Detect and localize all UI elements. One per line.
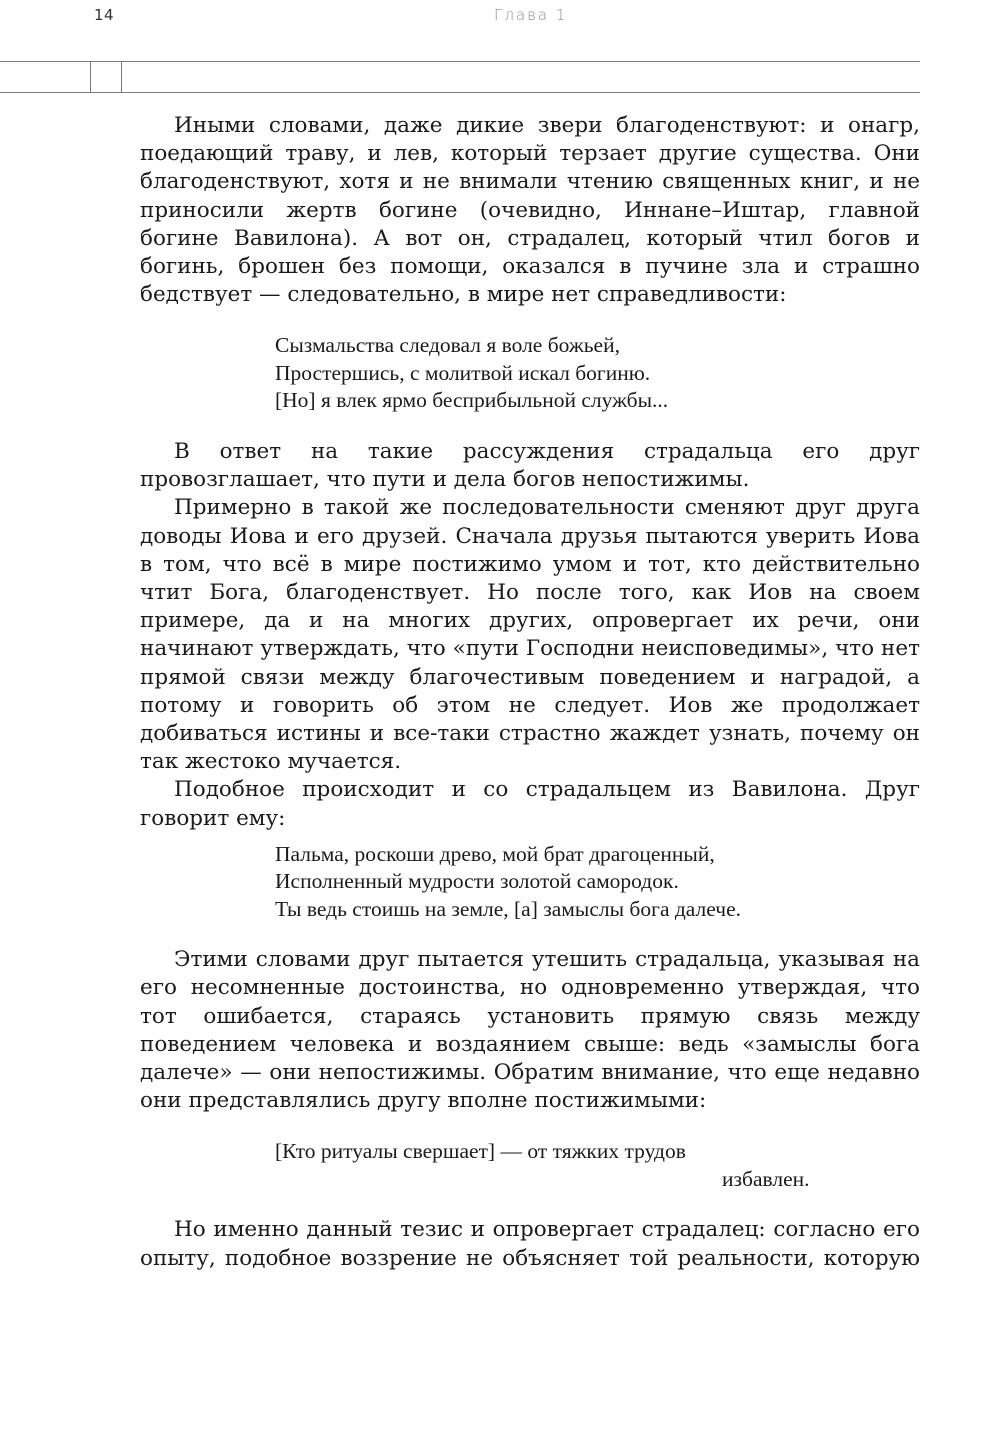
running-title: Глава 1 [494,6,568,24]
verse-quote-2 [140,841,920,924]
verse-line: Пальма, роскоши древо, мой брат драгоценный, [275,841,715,866]
verse-line-continuation: избавлен. [722,1166,810,1191]
paragraph-1: Иными словами, даже дикие звери благоденствуют: и онагр, поедающий траву, и лев, который терзает другие существа. Они благоденствуют, хотя и не внимали чтению священных книг, и не приносили жертв богине (очевидно, Иннане–Иштар, главной богине Вавилона). А вот он, страдалец, который чтил богов и богинь, брошен без помощи, оказался в пучине зла и страшно бедствует — следовательно, в мире нет справедливости: [140,113,920,308]
page-body [140,112,920,1273]
paragraph-5: Этими словами друг пытается утешить страдальца, указывая на его несомненные достоинства, но одновременно утверждая, что тот ошибается, стараясь установить прямую связь между поведением человека и воздаянием свыше: ведь «замыслы бога далече» — они непостижимы. Обратим внимание, что еще недавно они представлялись другу вполне постижимыми: [140,947,920,1114]
verse-line: Простершись, с молитвой искал богиню. [275,360,651,385]
verse-line: Ты ведь стоишь на земле, [а] замыслы бога далече. [275,896,741,921]
verse-line: [Но] я влек ярмо бесприбыльной службы... [275,388,669,413]
verse-quote-3 [140,1138,920,1193]
verse-line: [Кто ритуалы свершает] — от тяжких трудов [275,1139,686,1164]
page-header [0,61,920,93]
page-number: 14 [94,6,115,24]
paragraph-4: Подобное происходит и со страдальцем из Вавилона. Друг говорит ему: [140,777,920,831]
paragraph-6: Но именно данный тезис и опровергает страдалец: согласно его опыту, подобное воззрение не объясняет той реальности, которую [140,1217,920,1271]
verse-line: Сызмальства следовал я воле божьей, [275,333,620,358]
verse-quote-1 [140,332,920,415]
paragraph-2: В ответ на такие рассуждения страдальца его друг провозглашает, что пути и дела богов непостижимы. [140,438,920,493]
paragraph-3: Примерно в такой же последовательности сменяют друг друга доводы Иова и его друзей. Сначала друзья пытаются уверить Иова в том, что всё в мире постижимо умом и тот, кто действительно чтит Бога, благоденствует. Но после того, как Иов на своем примере, да и на многих других, опровергает их речи, они начинают утверждать, что «пути Господни неисповедимы», что нет прямой связи между благочестивым поведением и наградой, а потому и говорить об этом не следует. Иов же продолжает добиваться истины и все-таки страстно жаждет узнать, почему он так жестоко мучается. [140,495,920,775]
page-number-box [90,62,122,92]
verse-line: Исполненный мудрости золотой самородок. [275,869,679,894]
